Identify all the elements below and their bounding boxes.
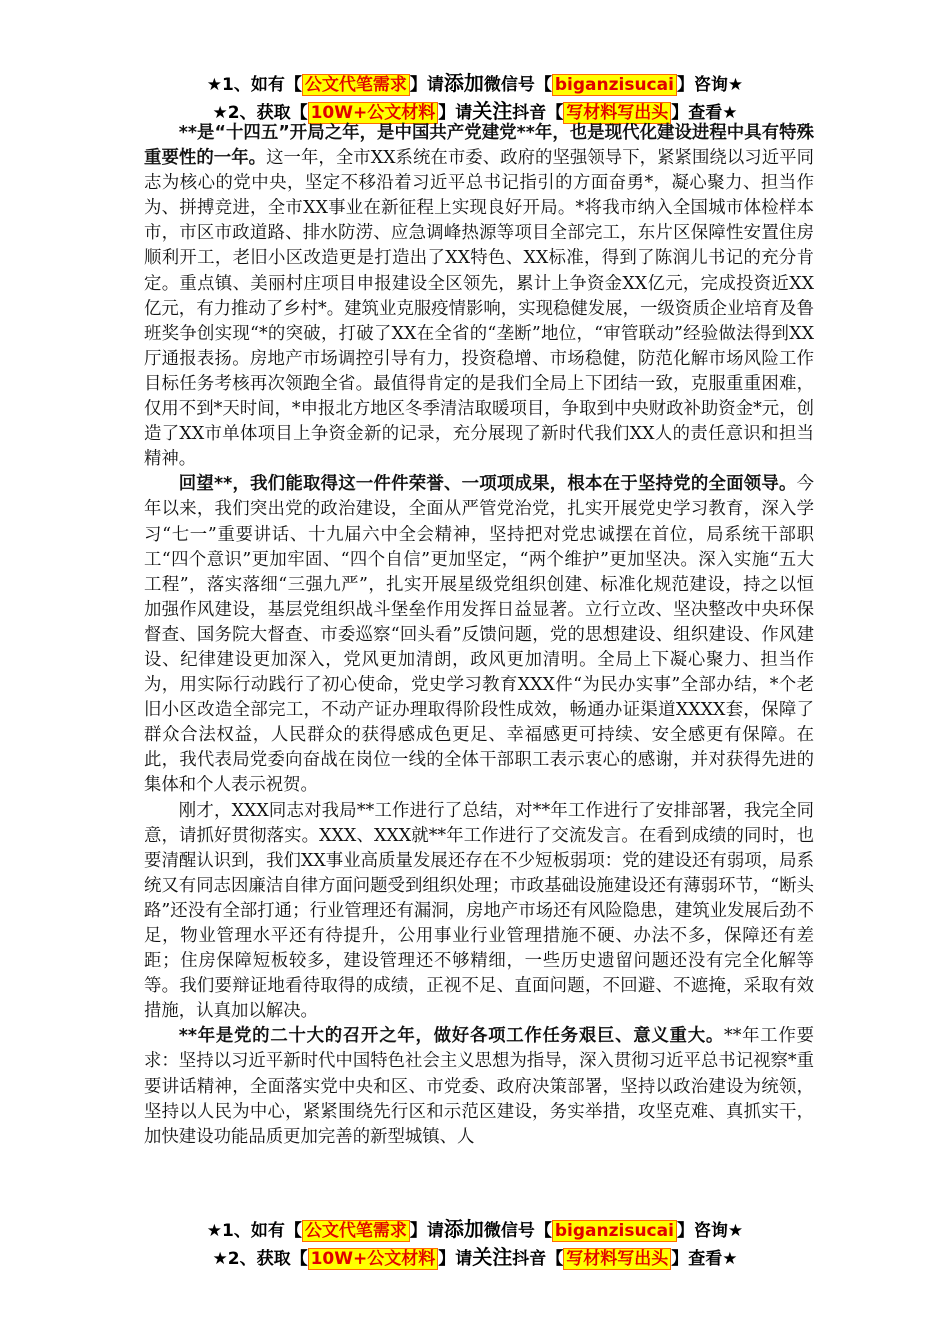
paragraph-text: 今年以来，我们突出党的政治建设，全面从严管党治党，扎实开展党史学习教育，深入学习“七一”重要讲话、十九届六中全会精神，坚持把对党忠诚摆在首位，局系统干部职工“四个意识”更加牢固、“四个自信”更加坚定，“两个维护”更加坚决。深入实施“五大工程”，落实落细“三强九严”，扎实开展星级党组织创建、标准化规范建设，持之以恒加强作风建设，基层党组织战斗堡垒作用发挥日益显著。立行立改、坚决整改中央环保督查、国务院大督查、市委巡察“回头看”反馈问题，党的思想建设、组织建设、作风建设、纪律建设更加深入，党风更加清朗，政风更加清明。全局上下凝心聚力、担当作为，用实际行动践行了初心使命，党史学习教育XXX件“为民办实事”全部办结，*个老旧小区改造全部完工，不动产证办理取得阶段性成效，畅通办证渠道XXXX套，保障了群众合法权益，人民群众的获得感成色更足、幸福感更可持续、安全感更有保障。在此，我代表局党委向奋战在岗位一线的全体干部职工表示衷心的感谢，并对获得先进的集体和个人表示祝贺。	[144, 474, 814, 796]
promo-highlight: 10W+公文材料	[308, 1248, 439, 1270]
promo-highlight: 10W+公文材料	[308, 102, 439, 124]
promo-line-2: ★2、获取【 10W+公文材料 】请关注抖音【 写材料写出头 】查看★	[212, 99, 738, 123]
paragraph-1	[144, 121, 814, 472]
promo-line-2: ★2、获取【 10W+公文材料 】请关注抖音【 写材料写出头 】查看★	[212, 1245, 738, 1269]
paragraph-3	[144, 799, 814, 1025]
promo-highlight: 公文代笔需求	[302, 74, 410, 96]
promo-highlight: biganzisucai	[552, 1220, 677, 1242]
document-body	[144, 121, 814, 1211]
paragraph-text: 刚才，XXX同志对我局**工作进行了总结，对**年工作进行了安排部署，我完全同意，请抓好贯彻落实。XXX、XXX就**年工作进行了交流发言。在看到成绩的同时，也要清醒认识到，我们XX事业高质量发展还存在不少短板弱项：党的建设还有弱项，局系统又有同志因廉洁自律方面问题受到组织处理；市政基础设施建设还有薄弱环节，“断头路”还没有全部打通；行业管理还有漏洞，房地产市场还有风险隐患，建筑业发展后劲不足，物业管理水平还有待提升，公用事业行业管理措施不硬、办法不多，保障还有差距；住房保障短板较多，建设管理还不够精细，一些历史遗留问题还没有完全化解等等。我们要辩证地看待取得的成绩，正视不足、直面问题，不回避、不遮掩，采取有效措施，认真加以解决。	[144, 800, 814, 1022]
promo-line-1: ★1、如有【 公文代笔需求 】请添加微信号【 biganzisucai 】咨询★	[206, 71, 744, 95]
paragraph-lead: 回望**，我们能取得这一件件荣誉、一项项成果，根本在于坚持党的全面领导。	[178, 474, 797, 495]
promo-highlight: 写材料写出头	[563, 102, 671, 124]
paragraph-text: 这一年，全市XX系统在市委、政府的坚强领导下，紧紧围绕以习近平同志为核心的党中央，坚定不移沿着习近平总书记指引的方面奋勇*，凝心聚力、担当作为、拼搏竞进，全市XX事业在新征程上实现良好开局。*将我市纳入全国城市体检样本市，市区市政道路、排水防涝、应急调峰热源等项目全部完工，东片区保障性安置住房顺利开工，老旧小区改造更是打造出了XX特色、XX标准，得到了陈润儿书记的充分肯定。重点镇、美丽村庄项目申报建设全区领先，累计上争资金XX亿元，完成投资近XX亿元，有力推动了乡村*。建筑业克服疫情影响，实现稳健发展，一级资质企业培育及鲁班奖争创实现“*的突破，打破了XX在全省的“垄断”地位，“审管联动”经验做法得到XX厅通报表扬。房地产市场调控引导有力，投资稳增、市场稳健，防范化解市场风险工作目标任务考核再次领跑全省。最值得肯定的是我们全局上下团结一致，克服重重困难，仅用不到*天时间，*申报北方地区冬季清洁取暖项目，争取到中央财政补助资金*元，创造了XX市单体项目上争资金新的记录，充分展现了新时代我们XX人的责任意识和担当精神。	[144, 148, 814, 470]
promo-line-1: ★1、如有【 公文代笔需求 】请添加微信号【 biganzisucai 】咨询★	[206, 1217, 744, 1241]
promo-banner-bottom	[0, 1216, 950, 1272]
promo-highlight: biganzisucai	[552, 74, 677, 96]
paragraph-text: **年工作要求：坚持以习近平新时代中国特色社会主义思想为指导，深入贯彻习近平总书记视察*重要讲话精神，全面落实党中央和区、市党委、政府决策部署，坚持以政治建设为统领，坚持以人民为中心，紧紧围绕先行区和示范区建设，务实举措，攻坚克难、真抓实干，加快建设功能品质更加完善的新型城镇、人	[144, 1026, 814, 1147]
paragraph-lead: **是“十四五”开局之年，是中国共产党建党**年，也是现代化建设进程中具有特殊重要性的一年。	[144, 123, 814, 169]
paragraph-4	[144, 1024, 814, 1149]
promo-banner-top	[0, 70, 950, 126]
paragraph-2	[144, 472, 814, 798]
paragraph-lead: **年是党的二十大的召开之年，做好各项工作任务艰巨、意义重大。	[178, 1026, 724, 1047]
promo-highlight: 写材料写出头	[563, 1248, 671, 1270]
promo-highlight: 公文代笔需求	[302, 1220, 410, 1242]
